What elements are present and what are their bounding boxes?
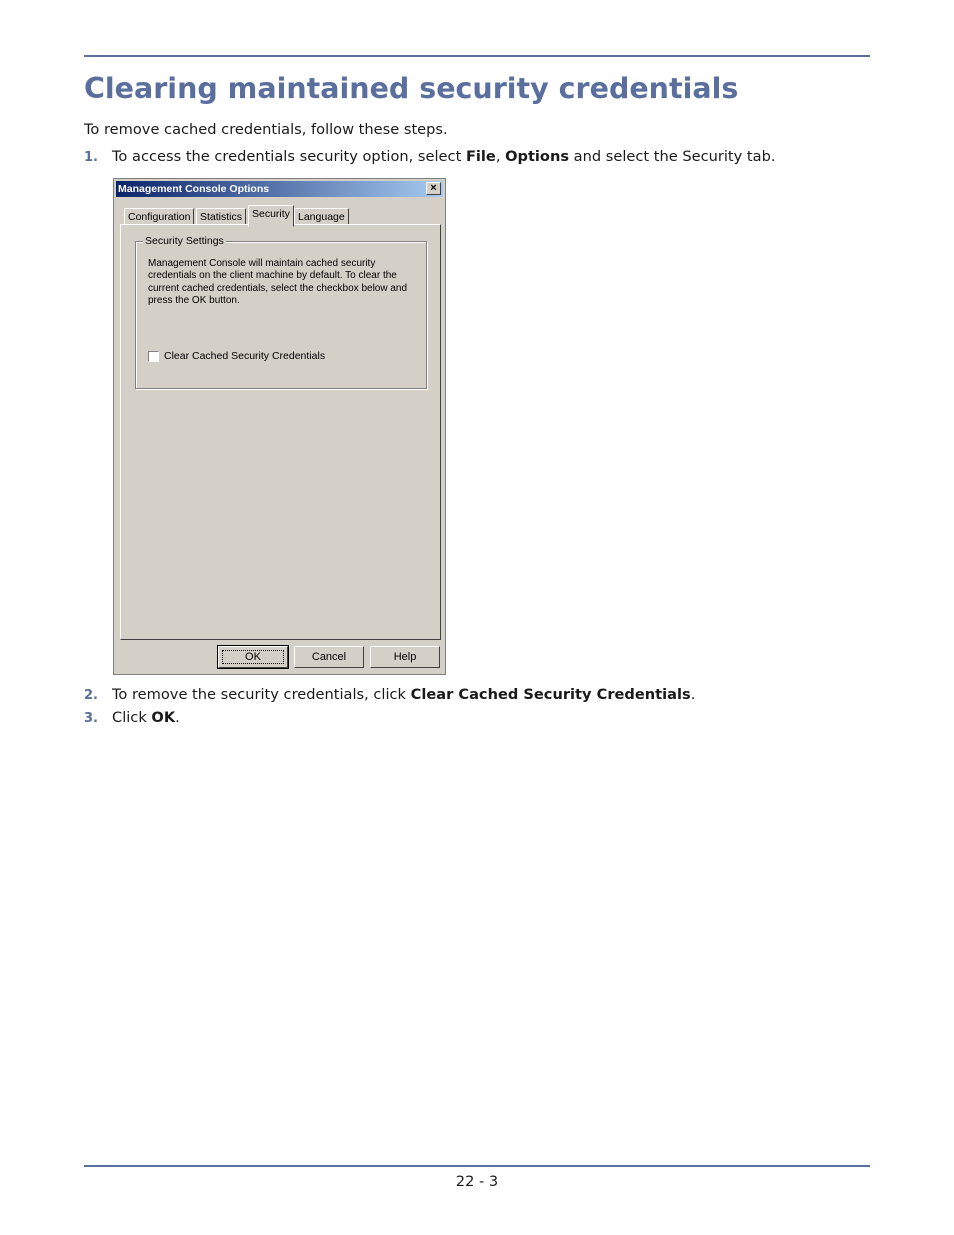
cancel-button[interactable]: Cancel	[294, 646, 364, 668]
step-text: To remove the security credentials, click	[112, 686, 411, 703]
tab-statistics[interactable]: Statistics	[196, 208, 246, 225]
step-text: .	[690, 686, 696, 703]
step-3	[84, 709, 180, 726]
ok-ref: OK	[151, 709, 176, 726]
step-text: and select the Security tab.	[569, 148, 776, 165]
step-text: .	[175, 709, 180, 726]
footer-rule	[84, 1165, 870, 1167]
page-number: 22 - 3	[455, 1173, 499, 1190]
clear-credentials-checkbox[interactable]	[148, 351, 159, 362]
group-label: Security Settings	[145, 235, 224, 247]
step-text: Click	[112, 709, 152, 726]
menu-options-ref: Options	[505, 148, 570, 165]
step-number: 3.	[84, 711, 98, 726]
dialog-title: Management Console Options	[118, 183, 270, 195]
security-settings-group	[135, 235, 427, 389]
checkbox-ref: Clear Cached Security Credentials	[410, 686, 691, 703]
step-number: 1.	[84, 150, 98, 165]
ok-label: OK	[222, 650, 284, 664]
header-rule	[84, 55, 870, 57]
dialog-titlebar	[116, 181, 443, 197]
menu-file-ref: File	[465, 148, 496, 165]
tab-panel	[120, 224, 441, 640]
tab-language[interactable]: Language	[294, 208, 349, 225]
step-1	[84, 148, 776, 165]
intro-text: To remove cached credentials, follow these steps.	[84, 121, 448, 138]
help-button[interactable]: Help	[370, 646, 440, 668]
checkbox-label[interactable]: Clear Cached Security Credentials	[164, 350, 326, 362]
page-title: Clearing maintained security credentials	[84, 72, 739, 105]
options-dialog	[113, 178, 446, 675]
step-text: To access the credentials security option, select	[112, 148, 466, 165]
security-description: Management Console will maintain cached security credentials on the client machine by default. To clear the current cached credentials, select the checkbox below and press the OK button.	[148, 258, 408, 306]
ok-button[interactable]	[218, 646, 288, 668]
clear-credentials-option[interactable]	[148, 350, 325, 362]
tab-security[interactable]: Security	[248, 205, 294, 227]
step-number: 2.	[84, 688, 98, 703]
step-text: ,	[495, 148, 506, 165]
close-icon[interactable]: ×	[426, 182, 441, 195]
tab-configuration[interactable]: Configuration	[124, 208, 194, 225]
step-2	[84, 686, 695, 703]
